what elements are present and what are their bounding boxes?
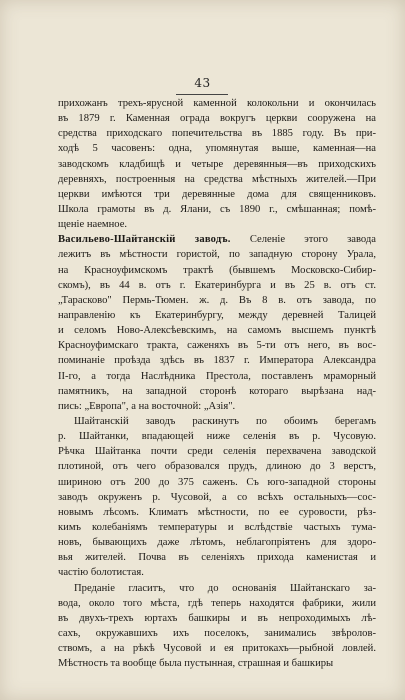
text-line <box>58 550 376 565</box>
line-text: вода, около того мѣста, гдѣ теперь находятся фабрики, жили <box>58 597 376 609</box>
line-text: частію болотистая. <box>58 567 144 579</box>
page-number: 43 <box>194 76 211 90</box>
line-text: Шайтанскій заводъ раскинутъ по обоимъ берегамъ <box>74 415 376 427</box>
line-text: направленію къ Екатеринбургу, между деревней Талицей <box>58 309 376 321</box>
text-line <box>58 187 376 202</box>
line-text: памятникъ, на западной сторонѣ котораго вырѣзана над- <box>58 385 376 397</box>
line-text: пись: „Европа", а на восточной: „Азія". <box>58 400 236 412</box>
line-text: лежитъ въ мѣстности гористой, по западную сторону Урала, <box>58 249 376 261</box>
text-line <box>58 535 376 550</box>
line-text: новымъ лѣсомъ. Климатъ мѣстности, по ее суровости, рѣз- <box>58 506 376 518</box>
line-text: „Тарасково" Пермь-Тюмен. ж. д. Въ 8 в. отъ завода, по <box>58 294 376 306</box>
paragraph-p4 <box>58 581 376 672</box>
line-text: р. Шайтанки, впадающей ниже селенія въ р. Чусовую. <box>58 431 376 443</box>
text-line <box>58 293 376 308</box>
text-line <box>58 444 376 459</box>
text-line <box>58 565 376 580</box>
line-text: деревняхъ, построенныя на средства мѣстныхъ жителей.—При <box>58 173 376 185</box>
line-text: II-го, а тогда Наслѣдника Престола, поставленъ мраморный <box>58 370 376 382</box>
line-text: поминаніе проѣзда здѣсь въ 1837 г. Императора Александра <box>58 355 376 367</box>
text-line <box>58 641 376 656</box>
line-text: сахъ, окружавшихъ ихъ поселокъ, занимались звѣролов- <box>58 627 376 639</box>
paragraph-p3 <box>58 414 376 581</box>
line-text: и селомъ Ново-Алексѣевскимъ, на самомъ высшемъ пунктѣ <box>58 325 376 337</box>
text-line <box>58 323 376 338</box>
line-text: заводскомъ кладбищѣ и четыре деревянныя—въ приходскихъ <box>58 158 376 170</box>
line-text: Школа грамоты въ д. Ялани, съ 1890 г., смѣшанная; помѣ- <box>58 203 376 215</box>
line-text: прихожанъ трехъ-ярусной каменной колокольни и окончилась <box>58 98 376 109</box>
text-line <box>58 459 376 474</box>
line-text: церкви имѣются три деревянные дома для священниковъ. <box>58 188 376 200</box>
text-line <box>58 172 376 187</box>
line-text: средства приходскаго попечительства въ 1885 году. Въ при- <box>58 128 376 140</box>
text-line <box>58 217 376 232</box>
text-line <box>58 278 376 293</box>
page-number-rule <box>176 94 228 95</box>
text-line <box>58 96 376 111</box>
line-text: Селеніе этого завода <box>230 234 376 246</box>
text-line <box>58 490 376 505</box>
line-text: Красноуфимскаго тракта, саженяхъ въ 5-ти отъ него, въ вос- <box>58 340 376 352</box>
line-text: на Красноуфимскомъ трактѣ (бывшемъ Московско-Сибир- <box>58 264 376 276</box>
line-text: заводъ окруженъ р. Чусовой, а со всѣхъ остальныхъ—сос- <box>58 491 376 503</box>
line-text: скомъ), въ 44 в. отъ г. Екатеринбурга и въ 25 в. отъ ст. <box>58 279 376 291</box>
text-line <box>58 126 376 141</box>
text-line <box>58 308 376 323</box>
text-line <box>58 384 376 399</box>
section-heading: Васильево-Шайтанскій заводъ. <box>58 234 231 246</box>
text-line <box>58 475 376 490</box>
text-line <box>58 111 376 126</box>
line-text: въ 1879 г. Каменная ограда вокругъ церкви сооружена на <box>58 113 376 125</box>
text-line <box>58 247 376 262</box>
text-line <box>58 202 376 217</box>
text-line <box>58 626 376 641</box>
line-text: щеніе наемное. <box>58 219 128 231</box>
text-line <box>58 581 376 596</box>
text-line <box>58 414 376 429</box>
paragraph-p2 <box>58 232 376 414</box>
line-text: Преданіе гласитъ, что до основанія Шайтанскаго за- <box>74 582 376 594</box>
line-text: новъ, бывающихъ даже лѣтомъ, неблагопріятенъ для здоро- <box>58 537 376 549</box>
text-line <box>58 611 376 626</box>
text-line <box>58 141 376 156</box>
line-text: Рѣчка Шайтанка почти среди селенія перехвачена заводской <box>58 446 376 458</box>
line-text: ходѣ 5 часовенъ: одна, упомянутая выше, каменная—на <box>58 143 376 155</box>
paragraph-p1 <box>58 96 376 232</box>
text-line <box>58 520 376 535</box>
text-line <box>58 157 376 172</box>
text-line <box>58 429 376 444</box>
line-text: шириною отъ 200 до 375 саженъ. Съ юго-западной стороны <box>58 476 376 488</box>
text-line <box>58 505 376 520</box>
text-line <box>58 353 376 368</box>
body-text <box>58 96 376 671</box>
line-text: въ двухъ-трехъ юртахъ башкиры и въ непроходимыхъ лѣ- <box>58 612 376 624</box>
line-text: кимъ колебаніямъ температуры и вслѣдствіе частыхъ тума- <box>58 521 376 533</box>
text-line <box>58 232 376 247</box>
text-line <box>58 399 376 414</box>
line-text: ствомъ, а на рѣкѣ Чусовой и ея притокахъ—рыбной ловлей. <box>58 643 376 655</box>
line-text: Мѣстность та вообще была пустынная, страшная и башкиры <box>58 658 334 670</box>
text-line <box>58 596 376 611</box>
text-line <box>58 338 376 353</box>
text-line <box>58 263 376 278</box>
text-line <box>58 369 376 384</box>
line-text: вья жителей. Почва въ селеніяхъ прихода каменистая и <box>58 552 376 564</box>
text-line <box>58 656 376 671</box>
line-text: плотиной, отъ чего образовался прудъ, длиною до 3 верстъ, <box>58 461 376 473</box>
